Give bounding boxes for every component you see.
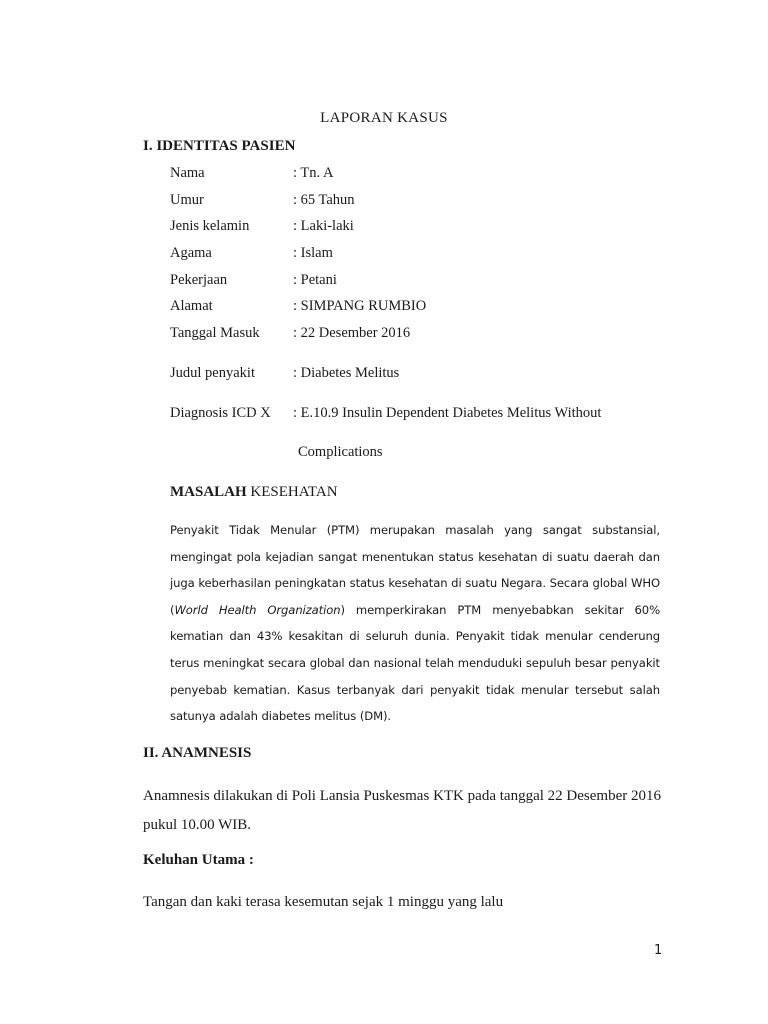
- masalah-kesehatan-heading: [170, 484, 338, 501]
- field-label: Tanggal Masuk: [170, 325, 260, 341]
- field-value: : 65 Tahun: [293, 192, 355, 208]
- masalah-bold: MASALAH: [170, 484, 247, 500]
- document-title: LAPORAN KASUS: [320, 110, 448, 126]
- keluhan-utama-text: Tangan dan kaki terasa kesemutan sejak 1 minggu yang lalu: [143, 894, 504, 910]
- field-label: Jenis kelamin: [170, 218, 250, 234]
- field-label: Judul penyakit: [170, 365, 255, 381]
- field-label: Diagnosis ICD X: [170, 405, 271, 421]
- page-number: 1: [654, 943, 663, 958]
- field-value: : Diabetes Melitus: [293, 365, 400, 381]
- field-label: Alamat: [170, 298, 213, 314]
- ptm-paragraph: [170, 517, 660, 730]
- field-value: : 22 Desember 2016: [293, 325, 411, 341]
- field-value: : Laki-laki: [293, 218, 354, 234]
- field-label: Nama: [170, 165, 205, 181]
- field-value: : Tn. A: [293, 165, 334, 181]
- section-heading-anamnesis: II. ANAMNESIS: [143, 745, 252, 761]
- field-value: : SIMPANG RUMBIO: [293, 298, 427, 314]
- field-value: : Petani: [293, 272, 337, 288]
- masalah-rest: KESEHATAN: [246, 484, 338, 500]
- paragraph-part1: Penyakit Tidak Menular (PTM) merupakan masalah yang sangat substansial, mengingat pola kejadian sangat menentukan status kesehatan di suatu daerah dan juga keberhasilan peningkatan status kesehatan di suatu Negara. Secara global WHO (: [170, 523, 660, 617]
- field-label: Agama: [170, 245, 212, 261]
- field-value: : E.10.9 Insulin Dependent Diabetes Melitus Without: [293, 405, 602, 421]
- field-label: Umur: [170, 192, 204, 208]
- field-label: Pekerjaan: [170, 272, 228, 288]
- field-value: : Islam: [293, 245, 333, 261]
- paragraph-italic: World Health Organization: [174, 602, 341, 617]
- section-heading-identitas: I. IDENTITAS PASIEN: [143, 138, 296, 154]
- diagnosis-continuation: Complications: [298, 444, 383, 460]
- paragraph-part2: ) memperkirakan PTM menyebabkan sekitar 60% kematian dan 43% kesakitan di seluruh dunia. Penyakit tidak menular cenderung terus meningkat secara global dan nasional telah menduduki sepuluh besar penyakit penyebab kematian. Kasus terbanyak dari penyakit tidak menular tersebut salah satunya adalah diabetes melitus (DM).: [170, 602, 660, 724]
- anamnesis-text: Anamnesis dilakukan di Poli Lansia Puskesmas KTK pada tanggal 22 Desember 2016 pukul 10.00 WIB.: [143, 788, 661, 833]
- keluhan-utama-heading: Keluhan Utama :: [143, 852, 254, 868]
